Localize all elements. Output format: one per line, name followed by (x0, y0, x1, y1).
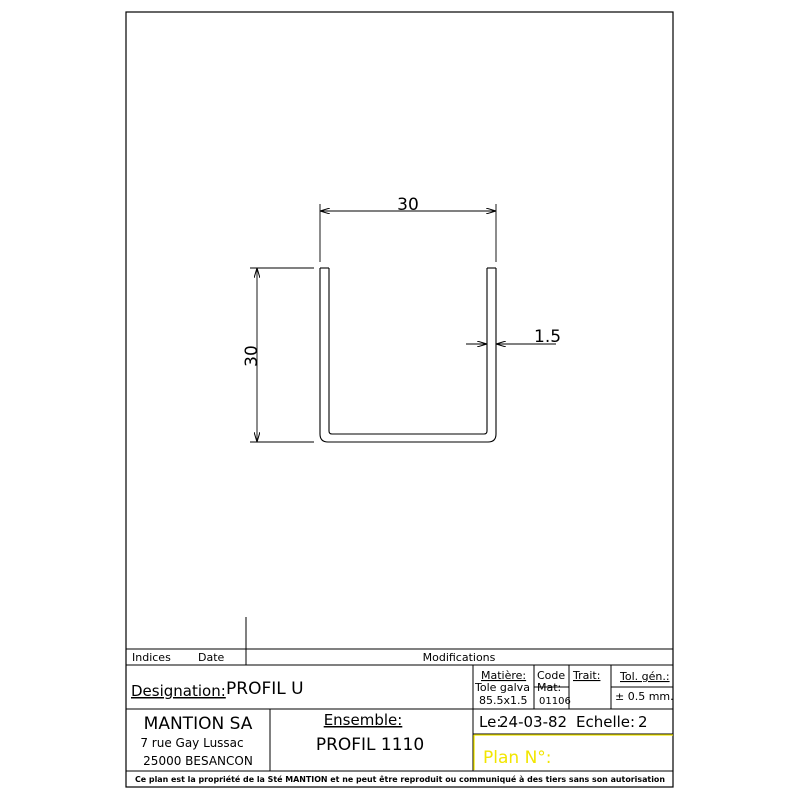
code-label: Code (537, 669, 566, 682)
code-value: 01106 (539, 696, 571, 707)
code-mat-label: Mat: (537, 681, 562, 694)
plan-number-label: Plan N°: (483, 748, 552, 768)
dimension-width-label: 30 (397, 195, 419, 215)
modifications-label: Modifications (422, 651, 496, 664)
company-street: 7 rue Gay Lussac (140, 736, 244, 750)
matiere-value-1: Tole galva (475, 681, 530, 694)
dimension-height-label: 30 (242, 345, 262, 367)
matiere-value-2: 85.5x1.5 (479, 694, 528, 707)
company-name: MANTION SA (143, 714, 253, 734)
trait-label: Trait: (573, 669, 601, 682)
matiere-label: Matière: (481, 669, 527, 682)
property-notice: Ce plan est la propriété de la Sté MANTION et ne peut être reproduit ou communiqué à des tiers sans son autorisation (135, 775, 671, 784)
designation-value: PROFIL U (226, 679, 304, 699)
scale-label: Echelle: (576, 713, 636, 731)
indices-label: Indices (132, 651, 171, 664)
date-prefix: Le: (479, 713, 502, 731)
date-label: Date (198, 651, 225, 664)
ensemble-value: PROFIL 1110 (315, 735, 425, 755)
tolerance-label: Tol. gén.: (620, 670, 670, 683)
profile-outer-contour (320, 268, 496, 442)
drawing-date: 24-03-82 (499, 713, 568, 731)
ensemble-label: Ensemble: (323, 711, 403, 729)
tolerance-value: ± 0.5 mm. (615, 690, 674, 703)
u-profile-drawing (320, 268, 496, 442)
dimension-thickness-label: 1.5 (534, 327, 562, 347)
profile-inner-contour (329, 268, 487, 434)
designation-label: Designation: (131, 682, 226, 700)
scale-value: 2 (638, 713, 648, 731)
company-city: 25000 BESANCON (143, 754, 253, 768)
